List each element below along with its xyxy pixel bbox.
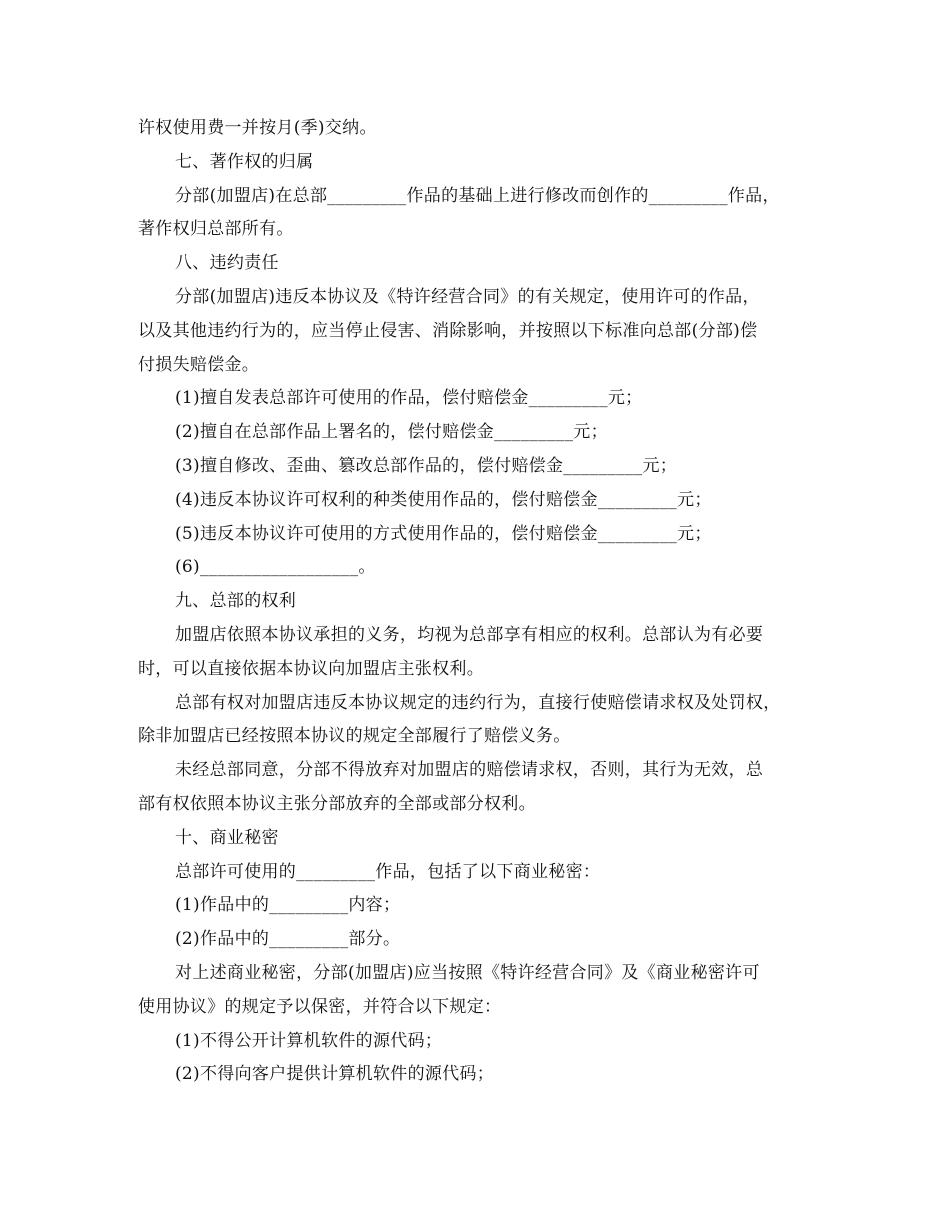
list-item: (3)擅自修改、歪曲、篡改总部作品的，偿付赔偿金_________元；	[175, 455, 678, 476]
section-heading: 九、总部的权利	[175, 591, 297, 612]
list-item: (2)作品中的_________部分。	[175, 929, 401, 950]
section-heading: 七、著作权的归属	[175, 151, 314, 172]
body-text-line: 总部许可使用的_________作品，包括了以下商业秘密：	[175, 861, 601, 882]
list-item: (2)不得向客户提供计算机软件的源代码；	[175, 1064, 495, 1085]
body-text-line: 除非加盟店已经按照本协议的规定全部履行了赔偿义务。	[138, 726, 571, 747]
section-heading: 十、商业秘密	[175, 827, 279, 848]
body-text-line: 许权使用费一并按月(季)交纳。	[138, 118, 377, 138]
body-text-line: 分部(加盟店)在总部_________作品的基础上进行修改而创作的_________作品，	[175, 185, 780, 206]
list-item: (6)__________________。	[175, 557, 376, 578]
list-item: (1)不得公开计算机软件的源代码；	[175, 1030, 443, 1051]
body-text-line: 使用协议》的规定予以保密，并符合以下规定：	[138, 996, 502, 1017]
list-item: (4)违反本协议许可权利的种类使用作品的，偿付赔偿金_________元；	[175, 489, 712, 510]
body-text-line: 分部(加盟店)违反本协议及《特许经营合同》的有关规定，使用许可的作品，	[175, 286, 760, 307]
body-text-line: 对上述商业秘密，分部(加盟店)应当按照《特许经营合同》及《商业秘密许可	[175, 962, 760, 983]
list-item: (5)违反本协议许可使用的方式使用作品的，偿付赔偿金_________元；	[175, 523, 712, 544]
body-text-line: 加盟店依照本协议承担的义务，均视为总部享有相应的权利。总部认为有必要	[175, 624, 764, 645]
list-item: (1)擅自发表总部许可使用的作品，偿付赔偿金_________元；	[175, 388, 643, 409]
list-item: (2)擅自在总部作品上署名的，偿付赔偿金_________元；	[175, 422, 608, 443]
body-text-line: 时，可以直接依据本协议向加盟店主张权利。	[138, 658, 484, 679]
body-text-line: 未经总部同意，分部不得放弃对加盟店的赔偿请求权，否则，其行为无效，总	[175, 760, 764, 781]
body-text-line: 著作权归总部所有。	[138, 219, 294, 240]
section-heading: 八、违约责任	[175, 253, 279, 274]
body-text-line: 以及其他违约行为的，应当停止侵害、消除影响，并按照以下标准向总部(分部)偿	[138, 320, 758, 341]
body-text-line: 总部有权对加盟店违反本协议规定的违约行为，直接行使赔偿请求权及处罚权，	[175, 692, 781, 713]
body-text-line: 部有权依照本协议主张分部放弃的全部或部分权利。	[138, 793, 536, 814]
body-text-line: 付损失赔偿金。	[138, 354, 260, 375]
list-item: (1)作品中的_________内容；	[175, 895, 401, 916]
document-body	[138, 112, 818, 1092]
